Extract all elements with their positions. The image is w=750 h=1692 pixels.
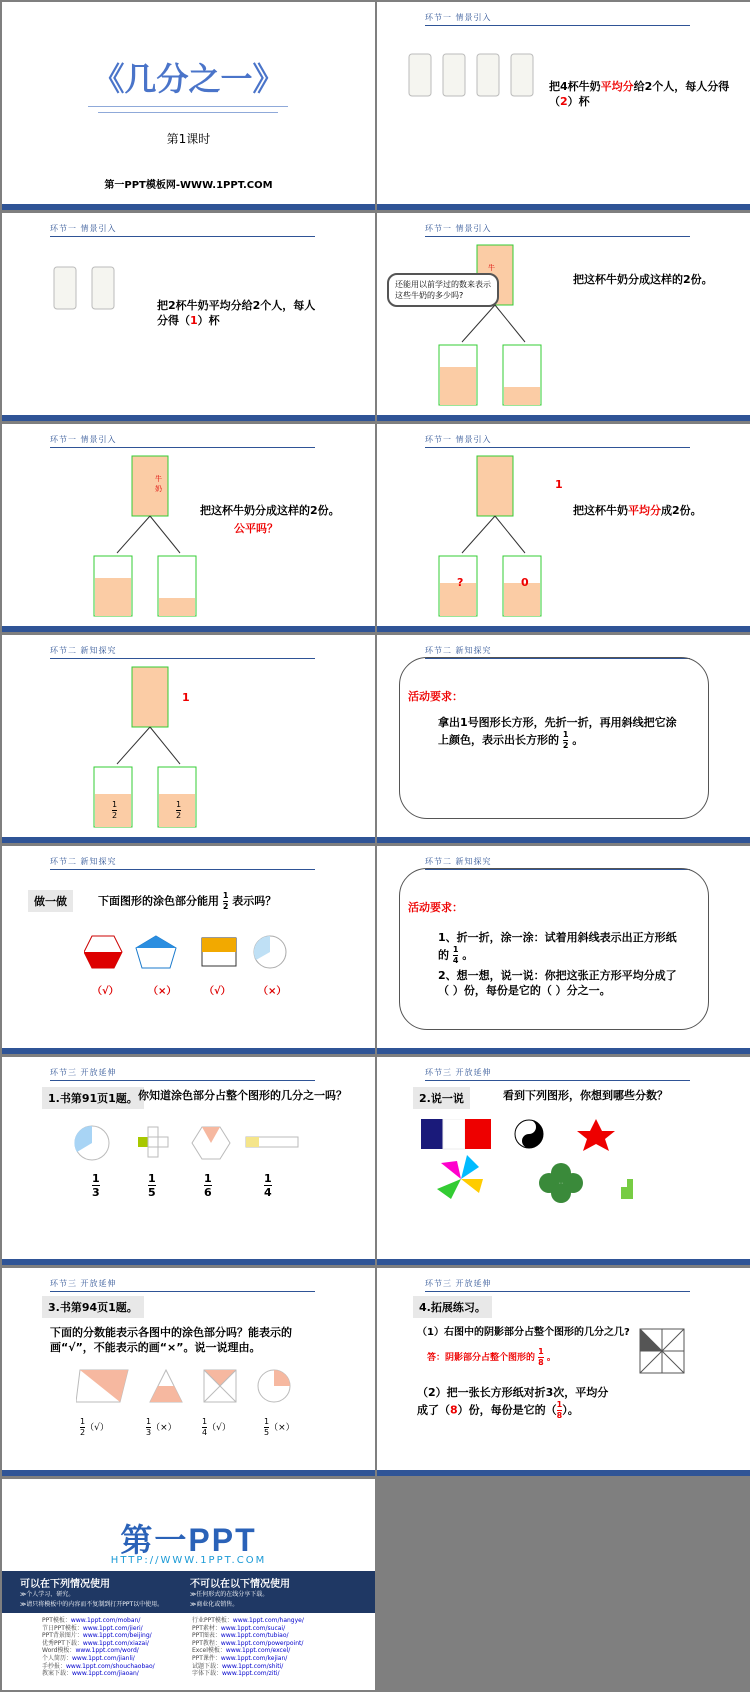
slide-8 (377, 635, 750, 843)
q2-answer: 8 (450, 1403, 458, 1417)
num: 1 (538, 1347, 544, 1356)
den: 3 (146, 1428, 152, 1437)
slide-bar (377, 1470, 750, 1476)
den: 5 (148, 1186, 156, 1199)
a-end: 。 (572, 733, 584, 747)
slide-10 (377, 846, 750, 1054)
slide-bar (2, 204, 375, 210)
mark: （√） (207, 1423, 231, 1433)
header-line (50, 1080, 315, 1081)
fair-question: 公平吗？ (234, 522, 278, 535)
question-text: 看到下列图形，你想到哪些分数？ (503, 1089, 668, 1102)
can-title: 可以在下列情况使用 (20, 1579, 110, 1590)
link-label: 个人简历： (42, 1654, 73, 1662)
slide-6 (377, 424, 750, 632)
den: 2 (176, 811, 182, 820)
can-item-1: ≫个人学习、研究。 (20, 1591, 75, 1598)
exercise-tag: 4.拓展练习。 (413, 1296, 492, 1318)
answer: 1 (190, 313, 198, 327)
slide-1 (2, 2, 375, 210)
half-fraction (223, 892, 229, 911)
link-row (42, 1632, 155, 1640)
link-label: 手抄报： (42, 1662, 67, 1670)
link[interactable]: www.1ppt.com/kejian/ (220, 1654, 288, 1662)
answer-3: （√） (204, 986, 231, 997)
q-keyword: 平均分 (600, 80, 634, 93)
p1-end: 。 (462, 948, 474, 962)
section-header: 环节一 情景引入 (425, 224, 492, 233)
den: 4 (452, 955, 459, 965)
activity-point-1 (438, 931, 678, 965)
milk-glasses-4 (407, 52, 537, 100)
statement-text: 把这杯牛奶分成这样的2份。 (200, 504, 340, 517)
fraction-shapes (74, 1125, 304, 1165)
link[interactable]: www.1ppt.com/jianli/ (72, 1654, 135, 1662)
statement-text: 把这杯牛奶分成这样的2份。 (573, 273, 713, 286)
link-label: 节日PPT模板： (42, 1624, 83, 1632)
slide-bar (2, 626, 375, 632)
link-label: Word模板： (42, 1647, 76, 1655)
header-line (50, 869, 315, 870)
shaded-square (639, 1328, 685, 1374)
link-label: 优秀PPT下载： (42, 1639, 83, 1647)
link-label: PPT素材： (192, 1624, 221, 1632)
fraction-3 (204, 1173, 212, 1198)
answer-4 (264, 1418, 295, 1437)
milk-label: 牛奶 (155, 475, 162, 493)
num: 1 (112, 800, 118, 809)
slide-15 (2, 1479, 375, 1690)
quarter-fraction (453, 946, 459, 965)
question-text (549, 80, 739, 110)
section-header: 环节三 开放延伸 (50, 1068, 117, 1077)
num: 1 (204, 1172, 212, 1185)
header-line (425, 1080, 690, 1081)
slide-bar (377, 837, 750, 843)
link-label: PPT背景图片： (42, 1632, 83, 1640)
q2-b: ）份，每份是它的（ (457, 1403, 557, 1417)
shaded-figures (76, 1368, 306, 1408)
section-header: 环节一 情景引入 (50, 224, 117, 233)
slide-bar (2, 1470, 375, 1476)
milk-glasses-2 (52, 265, 122, 313)
slide-bar (377, 415, 750, 421)
den: 2 (112, 811, 118, 820)
num: 1 (452, 944, 459, 954)
activity-label: 活动要求： (408, 901, 463, 914)
link-row (192, 1670, 304, 1678)
site-label: 第一PPT模板网-WWW.1PPT.COM (104, 180, 273, 191)
den: 8 (556, 1410, 563, 1420)
section-header: 环节二 新知探究 (425, 857, 492, 866)
q-part-a: 把4杯牛奶 (549, 80, 601, 93)
q2-c: ）。 (562, 1403, 579, 1417)
q-part-d: ）杯 (567, 94, 590, 108)
link[interactable]: www.1ppt.com/word/ (75, 1647, 139, 1655)
link-label: PPT模板： (42, 1617, 71, 1624)
num: 1 (176, 800, 182, 809)
a1-end: 。 (546, 1353, 556, 1363)
num: 1 (222, 891, 229, 900)
link[interactable]: www.1ppt.com/excel/ (225, 1647, 291, 1655)
slide-bar (2, 1259, 375, 1265)
den: 4 (202, 1428, 208, 1437)
link-label: PPT图表： (192, 1632, 221, 1640)
link-label: 试题下载： (192, 1662, 223, 1670)
q-part-a: 把2杯牛奶平均分给2个人，每人分得（ (157, 299, 316, 327)
question-1: （1）右图中的阴影部分占整个图形的几分之几? (417, 1327, 630, 1338)
link-row (192, 1655, 304, 1663)
header-line (425, 1291, 690, 1292)
section-header: 环节三 开放延伸 (50, 1279, 117, 1288)
exercise-tag: 做一做 (28, 890, 73, 912)
usage-banner (2, 1571, 375, 1613)
shape-figures (84, 934, 294, 974)
header-line (425, 25, 690, 26)
num: 1 (80, 1417, 86, 1426)
activity-box (399, 868, 709, 1030)
title-underline-2 (98, 112, 278, 113)
link[interactable]: www.1ppt.com/shiti/ (222, 1662, 284, 1670)
slide-2 (377, 2, 750, 210)
slide-4 (377, 213, 750, 421)
link[interactable]: www.1ppt.com/jieri/ (82, 1624, 143, 1632)
slide-bar (377, 204, 750, 210)
link[interactable]: www.1ppt.com/powerpoint/ (220, 1639, 304, 1647)
q2-a: （2）把一张长方形纸对折3次，平均分成了（ (417, 1386, 609, 1417)
slide-11 (2, 1057, 375, 1265)
exercise-tag: 3.书第94页1题。 (42, 1296, 144, 1318)
answer-3 (202, 1418, 231, 1437)
links-left (42, 1617, 155, 1678)
s-keyword: 平均分 (628, 504, 661, 517)
question-2 (417, 1386, 617, 1420)
link-row (42, 1655, 155, 1663)
fraction-2 (148, 1173, 156, 1198)
section-header: 环节二 新知探究 (50, 646, 117, 655)
can-item-2: ≫请只将模板中的内容而不复制到打开PPT以中使用。 (20, 1601, 164, 1608)
slide-5 (2, 424, 375, 632)
slide-title: 《几分之一》 (92, 60, 285, 98)
fraction-1 (92, 1173, 100, 1198)
whole-label: 1 (182, 691, 190, 704)
links-right (192, 1617, 304, 1678)
q-a: 下面图形的涂色部分能用 (98, 894, 219, 908)
activity-point-2: 2、想一想，说一说：你把这张正方形平均分成了（ ）份，每份是它的（ ）分之一。 (438, 969, 677, 997)
mark: （×） (269, 1423, 295, 1433)
activity-box (399, 657, 709, 819)
link[interactable]: www.1ppt.com/beijing/ (82, 1632, 152, 1640)
question-text (98, 892, 276, 911)
half-fraction (563, 731, 569, 750)
speech-bubble: 还能用以前学过的数来表示这些牛奶的多少吗? (387, 273, 499, 307)
answer-2 (146, 1418, 177, 1437)
link-label: 行业PPT模板： (192, 1617, 233, 1624)
mark: （×） (151, 1423, 177, 1433)
num: 1 (148, 1172, 156, 1185)
q-part-c: 给2个人，每人分得（ (549, 80, 730, 108)
whole-label: 1 (555, 478, 563, 491)
q-b: 表示吗？ (232, 894, 277, 908)
a1-text: 答：阴影部分占整个图形的 (427, 1353, 536, 1363)
question-mark-1: ? (457, 576, 464, 589)
slide-12 (377, 1057, 750, 1265)
activity-text (438, 716, 678, 750)
brand-logo: 第一PPT (120, 1522, 257, 1558)
answer-1 (427, 1348, 556, 1367)
section-header: 环节三 开放延伸 (425, 1279, 492, 1288)
slide-3 (2, 213, 375, 421)
num: 1 (264, 1417, 270, 1426)
num: 1 (556, 1399, 563, 1409)
question-text (157, 299, 317, 329)
slide-14 (377, 1268, 750, 1476)
link-row (192, 1647, 304, 1655)
den: 2 (80, 1428, 86, 1437)
section-header: 环节二 新知探究 (50, 857, 117, 866)
milk-split-diagram (437, 448, 577, 628)
statement-text (573, 504, 702, 519)
link[interactable]: www.1ppt.com/shouchaobao/ (66, 1662, 155, 1670)
section-header: 环节二 新知探究 (425, 646, 492, 655)
slide-bar (377, 626, 750, 632)
den: 2 (222, 902, 229, 911)
title-underline (88, 106, 288, 107)
link[interactable]: www.1ppt.com/ziti/ (222, 1670, 280, 1678)
exercise-tag: 2.说一说 (413, 1087, 470, 1109)
cannot-item-2: ≫商业化或销售。 (190, 1601, 239, 1608)
section-header: 环节一 情景引入 (50, 435, 117, 444)
p1-text: 1、折一折，涂一涂：试着用斜线表示出正方形纸的 (438, 931, 677, 962)
num: 1 (146, 1417, 152, 1426)
slide-bar (2, 1048, 375, 1054)
link-row (42, 1647, 155, 1655)
slide-bar (2, 415, 375, 421)
half-fraction-1 (112, 801, 117, 820)
link-label: Excel模板： (192, 1647, 226, 1655)
link-label: 字体下载： (192, 1670, 223, 1678)
den: 8 (538, 1358, 544, 1367)
picture-collage (421, 1119, 671, 1203)
milk-label: 牛 (488, 264, 495, 272)
den: 2 (562, 740, 569, 750)
question-text: 下面的分数能表示各图中的涂色部分吗？能表示的画“√”，不能表示的画“×”。说一说理由。 (50, 1326, 292, 1354)
section-header: 环节三 开放延伸 (425, 1068, 492, 1077)
link-label: PPT课件： (192, 1654, 221, 1662)
answer-1 (80, 1418, 109, 1437)
s-part-c: 成2份。 (661, 504, 702, 517)
cannot-item-1: ≫任何形式的在线分享下载。 (190, 1591, 269, 1598)
answer-2: （×） (148, 986, 177, 997)
section-header: 环节一 情景引入 (425, 435, 492, 444)
section-header: 环节一 情景引入 (425, 13, 492, 22)
den: 4 (264, 1186, 272, 1199)
header-line (50, 1291, 315, 1292)
a1-fraction (538, 1348, 544, 1367)
s-part-a: 把这杯牛奶 (573, 504, 628, 517)
link-row (42, 1670, 155, 1678)
slide-7 (2, 635, 375, 843)
link[interactable]: www.1ppt.com/jiaoan/ (72, 1670, 139, 1678)
question-text: 你知道涂色部分占整个图形的几分之一吗？ (138, 1089, 347, 1102)
slide-13 (2, 1268, 375, 1476)
num: 1 (92, 1172, 100, 1185)
slide-bar (2, 837, 375, 843)
link[interactable]: www.1ppt.com/moban/ (70, 1617, 141, 1624)
link-row (192, 1617, 304, 1625)
mark: （√） (85, 1423, 109, 1433)
link-label: PPT教程： (192, 1639, 221, 1647)
slide-9 (2, 846, 375, 1054)
link[interactable]: www.1ppt.com/hangye/ (232, 1617, 304, 1624)
header-line (50, 236, 315, 237)
answer-1: （√） (92, 986, 119, 997)
answer-4: （×） (258, 986, 287, 997)
slide-bar (377, 1048, 750, 1054)
link[interactable]: www.1ppt.com/sucai/ (220, 1624, 286, 1632)
num: 1 (202, 1417, 208, 1426)
answer: 2 (560, 94, 568, 108)
question-mark-2: 0 (521, 576, 529, 589)
activity-label: 活动要求： (408, 690, 463, 703)
milk-split-diagram (437, 237, 577, 417)
den: 6 (204, 1186, 212, 1199)
link-row (192, 1632, 304, 1640)
cannot-title: 不可以在以下情况使用 (190, 1579, 290, 1590)
fraction-4 (264, 1173, 272, 1198)
a-text: 拿出1号图形长方形，先折一折，再用斜线把它涂上颜色，表示出长方形的 (438, 716, 677, 747)
link[interactable]: www.1ppt.com/xiazai/ (82, 1639, 149, 1647)
brand-url: HTTP://WWW.1PPT.COM (110, 1555, 267, 1566)
link-label: 教案下载： (42, 1670, 73, 1678)
exercise-tag: 1.书第91页1题。 (42, 1087, 144, 1109)
half-fraction-2 (176, 801, 181, 820)
den: 5 (264, 1428, 270, 1437)
link[interactable]: www.1ppt.com/tubiao/ (220, 1632, 289, 1640)
link-row (42, 1617, 155, 1625)
q-part-b: ）杯 (197, 313, 220, 327)
num: 1 (562, 729, 569, 739)
num: 1 (264, 1172, 272, 1185)
slide-subtitle: 第1课时 (166, 132, 211, 146)
slide-bar (377, 1259, 750, 1265)
den: 3 (92, 1186, 100, 1199)
